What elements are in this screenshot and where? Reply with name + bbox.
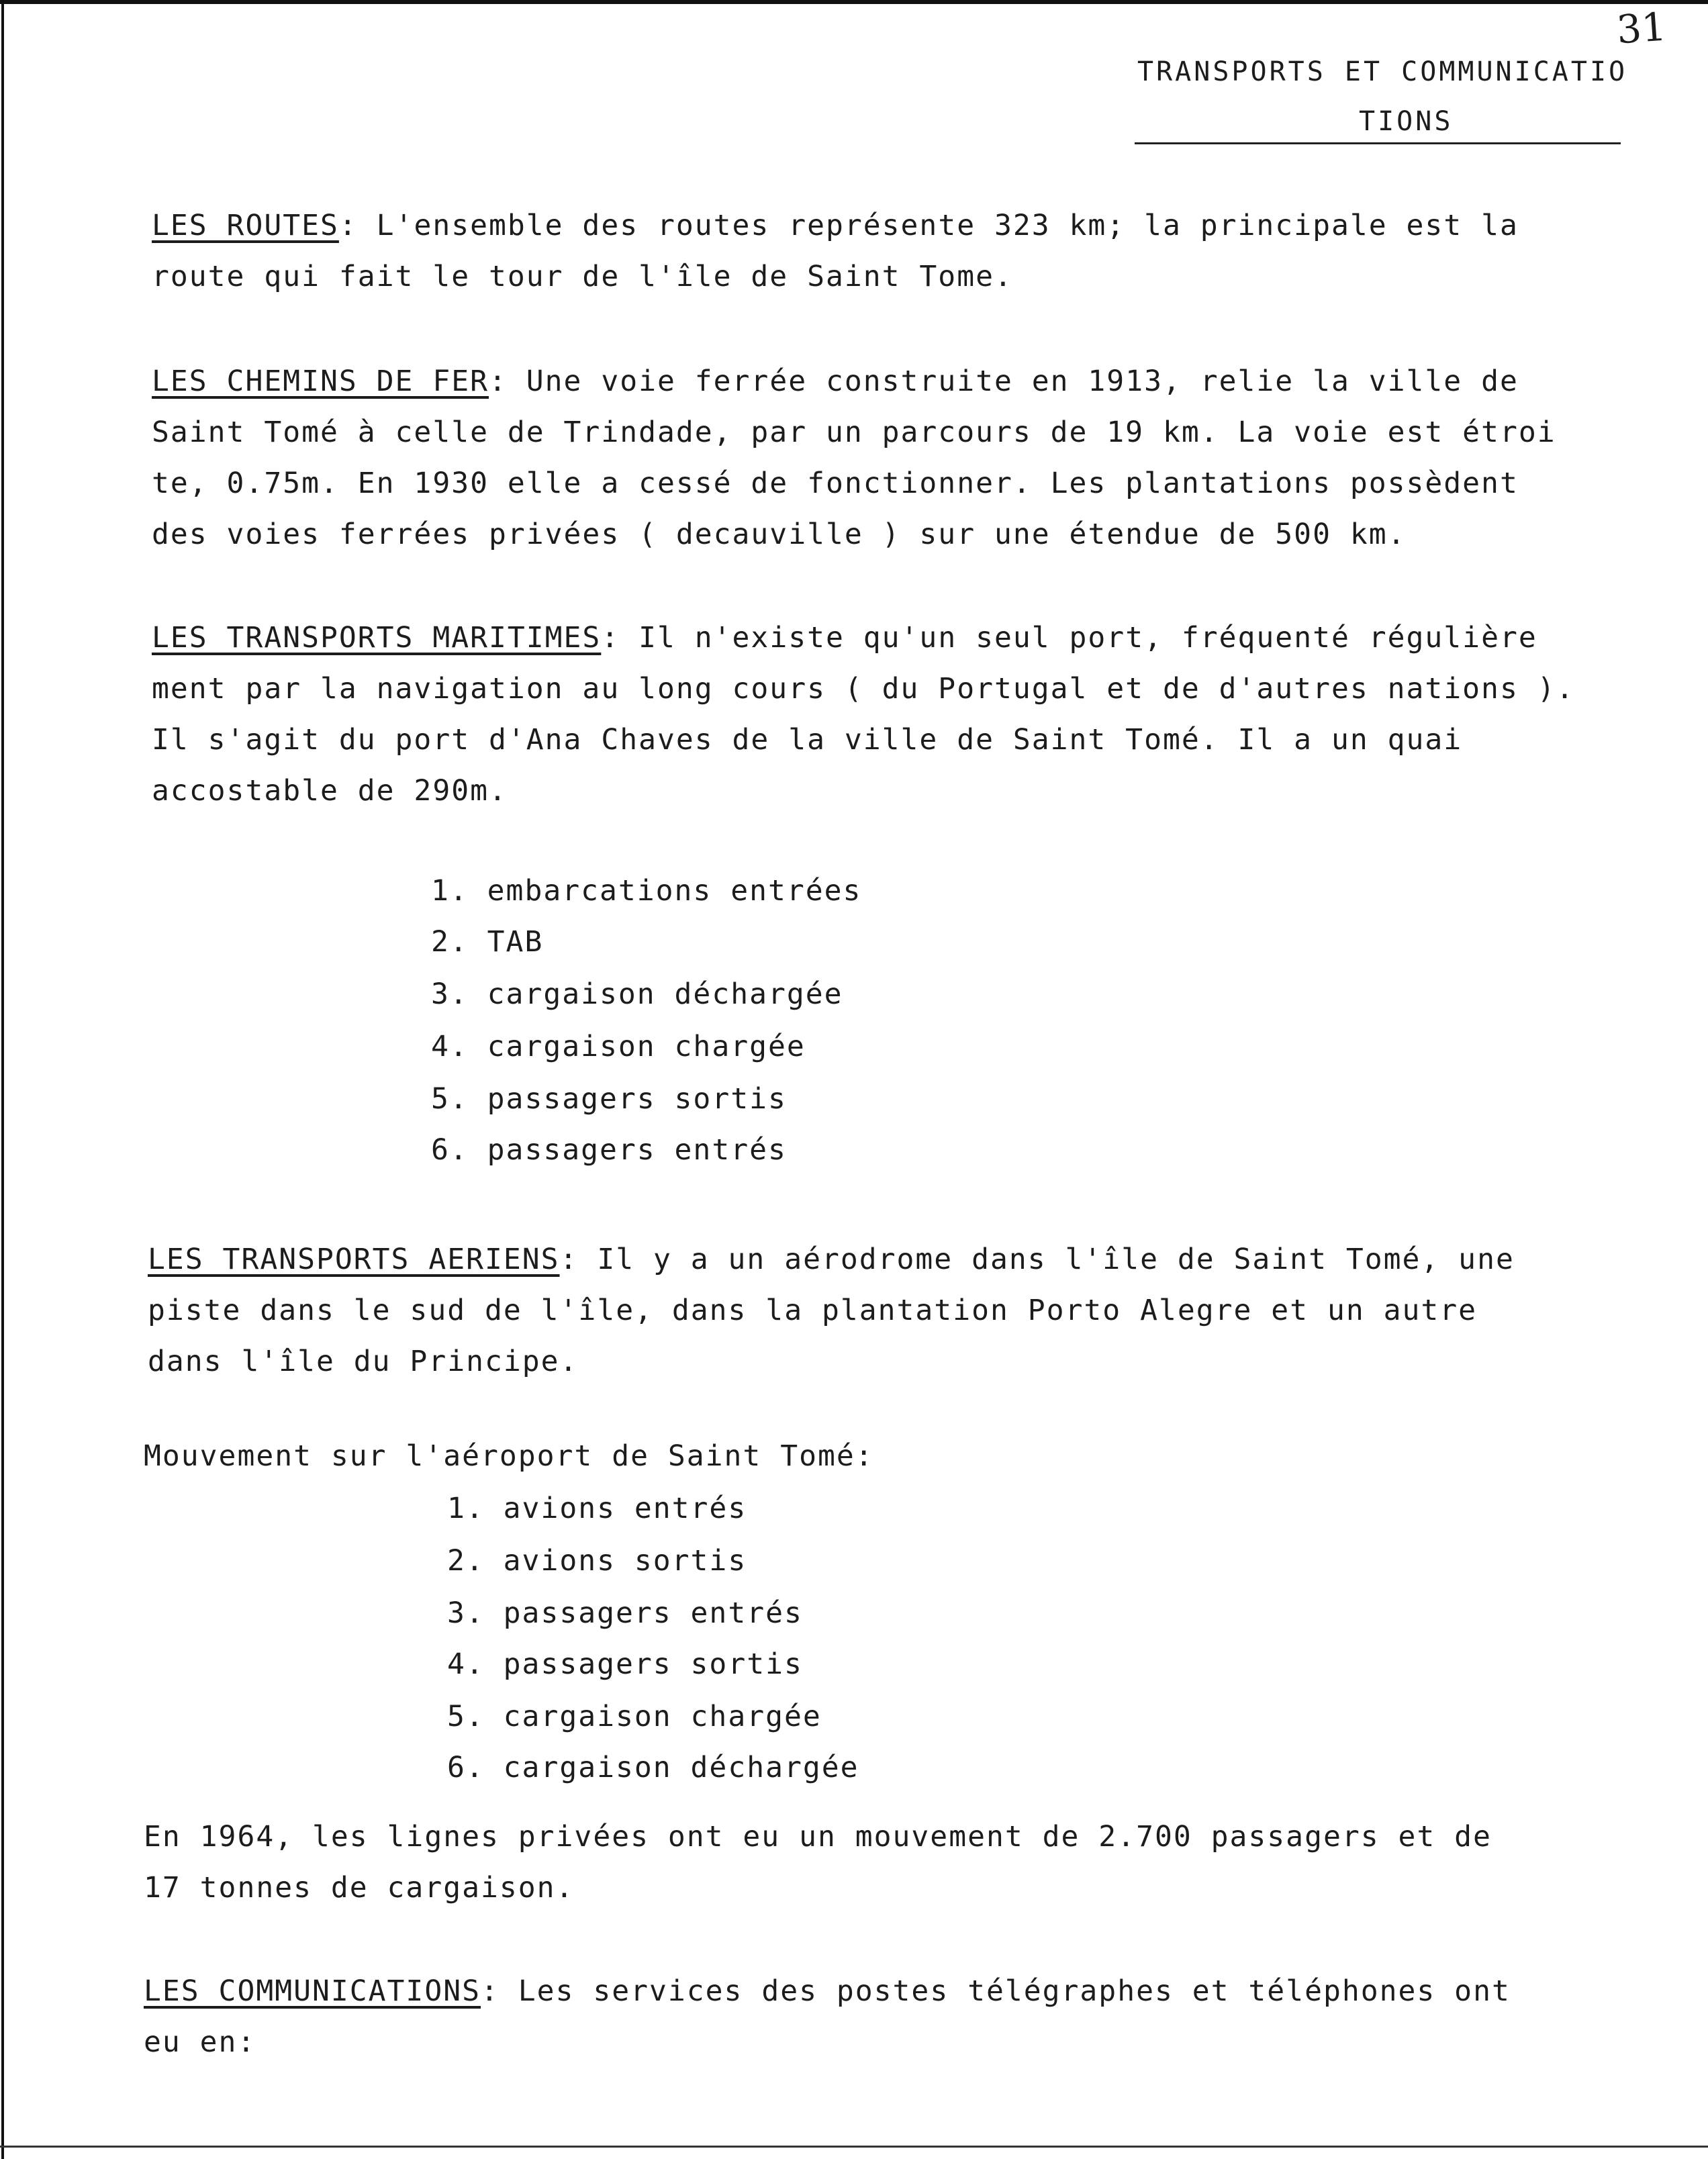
bottom-border — [0, 2146, 1708, 2148]
communications-paragraph — [144, 1966, 1511, 2068]
list-item: 2. TAB — [431, 925, 544, 959]
header-line-2: TIONS — [1359, 106, 1454, 137]
page-number: 31 — [1615, 3, 1668, 53]
routes-heading: LES ROUTES — [152, 209, 339, 242]
aeriens-heading: LES TRANSPORTS AERIENS — [148, 1243, 560, 1276]
list-item: 5. passagers sortis — [431, 1082, 787, 1116]
communications-heading: LES COMMUNICATIONS — [144, 1974, 481, 2008]
list-item: 1. embarcations entrées — [431, 874, 862, 908]
mouvement-after-paragraph: En 1964, les lignes privées ont eu un mouvement de 2.700 passagers et de 17 tonnes de cargaison. — [144, 1820, 1492, 1905]
communications-text: : Les services des postes télégraphes et téléphones ont eu en: — [144, 1974, 1511, 2059]
list-item: 4. passagers sortis — [447, 1647, 803, 1681]
list-item: 1. avions entrés — [447, 1492, 747, 1525]
maritimes-text: : Il n'existe qu'un seul port, fréquenté régulière ment par la navigation au long cours ( du Portugal et de d'autres nations ). Il s'agit du port d'Ana Chaves de la ville de Saint Tomé. Il a un quai accostable de 290m. — [152, 621, 1575, 808]
left-border — [1, 0, 4, 2159]
chemins-de-fer-heading: LES CHEMINS DE FER — [152, 365, 489, 398]
routes-text: : L'ensemble des routes représente 323 km; la principale est la route qui fait le tour de l'île de Saint Tome. — [152, 209, 1519, 293]
top-border — [0, 0, 1708, 4]
header-line-1: TRANSPORTS ET COMMUNICATIO — [1137, 56, 1628, 87]
mouvement-intro: Mouvement sur l'aéroport de Saint Tomé: — [144, 1439, 874, 1473]
list-item: 4. cargaison chargée — [431, 1030, 806, 1063]
list-item: 6. cargaison déchargée — [447, 1751, 859, 1784]
list-item: 2. avions sortis — [447, 1544, 747, 1578]
header-rule — [1135, 142, 1621, 144]
list-item: 5. cargaison chargée — [447, 1700, 822, 1733]
list-item: 3. cargaison déchargée — [431, 977, 843, 1011]
routes-paragraph — [152, 200, 1519, 302]
chemins-de-fer-text: : Une voie ferrée construite en 1913, relie la ville de Saint Tomé à celle de Trindade, par un parcours de 19 km. La voie est étroi te, 0.75m. En 1930 elle a cessé de fonctionner. Les plantations possèdent des voies ferrées privées ( decauville ) sur une étendue de 500 km. — [152, 365, 1556, 551]
list-item: 3. passagers entrés — [447, 1596, 803, 1630]
list-item: 6. passagers entrés — [431, 1133, 787, 1167]
aeriens-text: : Il y a un aérodrome dans l'île de Saint Tomé, une piste dans le sud de l'île, dans la plantation Porto Alegre et un autre dans l'île du Principe. — [148, 1243, 1515, 1378]
maritimes-paragraph — [152, 612, 1575, 816]
aeriens-paragraph — [148, 1234, 1515, 1387]
maritimes-heading: LES TRANSPORTS MARITIMES — [152, 621, 602, 655]
chemins-de-fer-paragraph — [152, 356, 1556, 560]
